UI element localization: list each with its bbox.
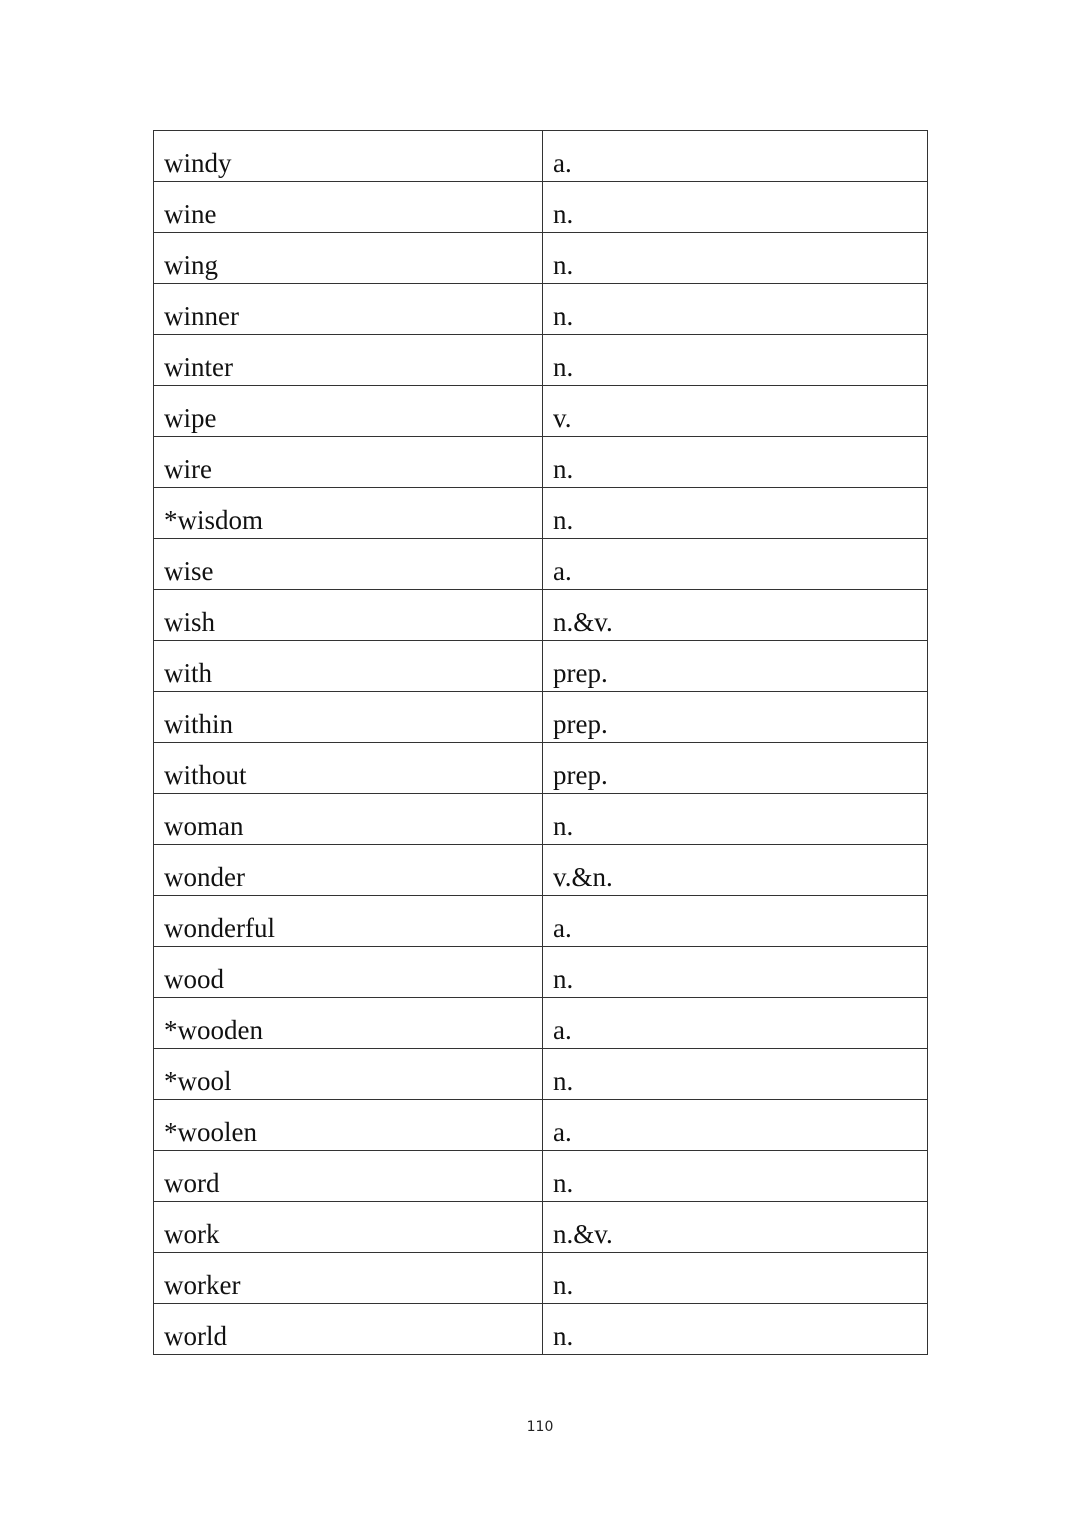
word-cell	[154, 1202, 543, 1253]
part-of-speech-cell	[543, 845, 928, 896]
word-cell	[154, 386, 543, 437]
table-row	[154, 896, 928, 947]
word-text: wine	[164, 198, 217, 229]
part-of-speech-text: n.	[553, 453, 574, 484]
part-of-speech-text: n.	[553, 351, 574, 382]
word-text: winner	[164, 300, 239, 331]
word-cell	[154, 539, 543, 590]
part-of-speech-cell	[543, 692, 928, 743]
part-of-speech-cell	[543, 233, 928, 284]
table-row	[154, 182, 928, 233]
part-of-speech-cell	[543, 1304, 928, 1355]
part-of-speech-text: n.	[553, 198, 574, 229]
table-row	[154, 1049, 928, 1100]
word-cell	[154, 1253, 543, 1304]
table-row	[154, 692, 928, 743]
part-of-speech-text: v.&n.	[553, 861, 613, 892]
word-text: wipe	[164, 402, 217, 433]
word-text: windy	[164, 147, 232, 178]
table-row	[154, 641, 928, 692]
word-text: word	[164, 1167, 220, 1198]
part-of-speech-text: a.	[553, 1014, 572, 1045]
part-of-speech-cell	[543, 1049, 928, 1100]
part-of-speech-cell	[543, 335, 928, 386]
part-of-speech-cell	[543, 182, 928, 233]
word-text: winter	[164, 351, 233, 382]
word-text: wonder	[164, 861, 245, 892]
part-of-speech-cell	[543, 1151, 928, 1202]
part-of-speech-text: n.	[553, 504, 574, 535]
part-of-speech-text: prep.	[553, 759, 608, 790]
page-number: 110	[526, 1419, 554, 1435]
word-text: wish	[164, 606, 216, 637]
word-cell	[154, 284, 543, 335]
word-text: without	[164, 759, 247, 790]
table-row	[154, 845, 928, 896]
part-of-speech-cell	[543, 590, 928, 641]
word-text: *wooden	[164, 1014, 263, 1045]
word-text: work	[164, 1218, 220, 1249]
word-text: *wool	[164, 1065, 232, 1096]
word-text: woman	[164, 810, 244, 841]
part-of-speech-text: n.&v.	[553, 1218, 613, 1249]
table-row	[154, 335, 928, 386]
part-of-speech-text: a.	[553, 147, 572, 178]
part-of-speech-text: a.	[553, 555, 572, 586]
part-of-speech-text: a.	[553, 1116, 572, 1147]
part-of-speech-cell	[543, 743, 928, 794]
part-of-speech-cell	[543, 488, 928, 539]
word-cell	[154, 590, 543, 641]
word-cell	[154, 1151, 543, 1202]
part-of-speech-cell	[543, 131, 928, 182]
part-of-speech-text: n.&v.	[553, 606, 613, 637]
word-cell	[154, 1049, 543, 1100]
part-of-speech-cell	[543, 641, 928, 692]
table-row	[154, 1202, 928, 1253]
table-row	[154, 1304, 928, 1355]
part-of-speech-cell	[543, 386, 928, 437]
part-of-speech-cell	[543, 896, 928, 947]
table-row	[154, 233, 928, 284]
word-text: with	[164, 657, 213, 688]
word-cell	[154, 182, 543, 233]
part-of-speech-text: prep.	[553, 708, 608, 739]
word-cell	[154, 794, 543, 845]
word-cell	[154, 743, 543, 794]
word-text: *wisdom	[164, 504, 264, 535]
part-of-speech-text: v.	[553, 402, 572, 433]
table-row	[154, 1100, 928, 1151]
word-cell	[154, 641, 543, 692]
word-text: world	[164, 1320, 227, 1351]
table-row	[154, 1253, 928, 1304]
word-cell	[154, 1304, 543, 1355]
table-row	[154, 1151, 928, 1202]
part-of-speech-text: a.	[553, 912, 572, 943]
vocabulary-table-body	[154, 131, 928, 1355]
word-cell	[154, 233, 543, 284]
word-cell	[154, 692, 543, 743]
word-text: wood	[164, 963, 224, 994]
table-row	[154, 590, 928, 641]
word-cell	[154, 488, 543, 539]
part-of-speech-cell	[543, 794, 928, 845]
table-row	[154, 437, 928, 488]
part-of-speech-cell	[543, 1253, 928, 1304]
word-text: wonderful	[164, 912, 275, 943]
part-of-speech-text: prep.	[553, 657, 608, 688]
part-of-speech-text: n.	[553, 300, 574, 331]
word-cell	[154, 947, 543, 998]
part-of-speech-text: n.	[553, 1320, 574, 1351]
word-text: wire	[164, 453, 212, 484]
part-of-speech-text: n.	[553, 963, 574, 994]
table-row	[154, 131, 928, 182]
table-row	[154, 998, 928, 1049]
word-text: within	[164, 708, 234, 739]
part-of-speech-text: n.	[553, 249, 574, 280]
table-row	[154, 386, 928, 437]
word-cell	[154, 845, 543, 896]
word-cell	[154, 437, 543, 488]
part-of-speech-cell	[543, 539, 928, 590]
part-of-speech-cell	[543, 284, 928, 335]
word-text: wise	[164, 555, 214, 586]
word-cell	[154, 998, 543, 1049]
part-of-speech-cell	[543, 1202, 928, 1253]
part-of-speech-cell	[543, 1100, 928, 1151]
table-row	[154, 488, 928, 539]
part-of-speech-cell	[543, 998, 928, 1049]
word-cell	[154, 131, 543, 182]
vocabulary-table	[153, 130, 928, 1355]
part-of-speech-text: n.	[553, 1167, 574, 1198]
word-cell	[154, 896, 543, 947]
table-row	[154, 539, 928, 590]
table-row	[154, 794, 928, 845]
table-row	[154, 743, 928, 794]
part-of-speech-text: n.	[553, 1269, 574, 1300]
table-row	[154, 284, 928, 335]
table-row	[154, 947, 928, 998]
word-cell	[154, 335, 543, 386]
word-text: wing	[164, 249, 218, 280]
part-of-speech-cell	[543, 437, 928, 488]
word-text: *woolen	[164, 1116, 257, 1147]
word-text: worker	[164, 1269, 241, 1300]
part-of-speech-text: n.	[553, 1065, 574, 1096]
part-of-speech-text: n.	[553, 810, 574, 841]
part-of-speech-cell	[543, 947, 928, 998]
word-cell	[154, 1100, 543, 1151]
